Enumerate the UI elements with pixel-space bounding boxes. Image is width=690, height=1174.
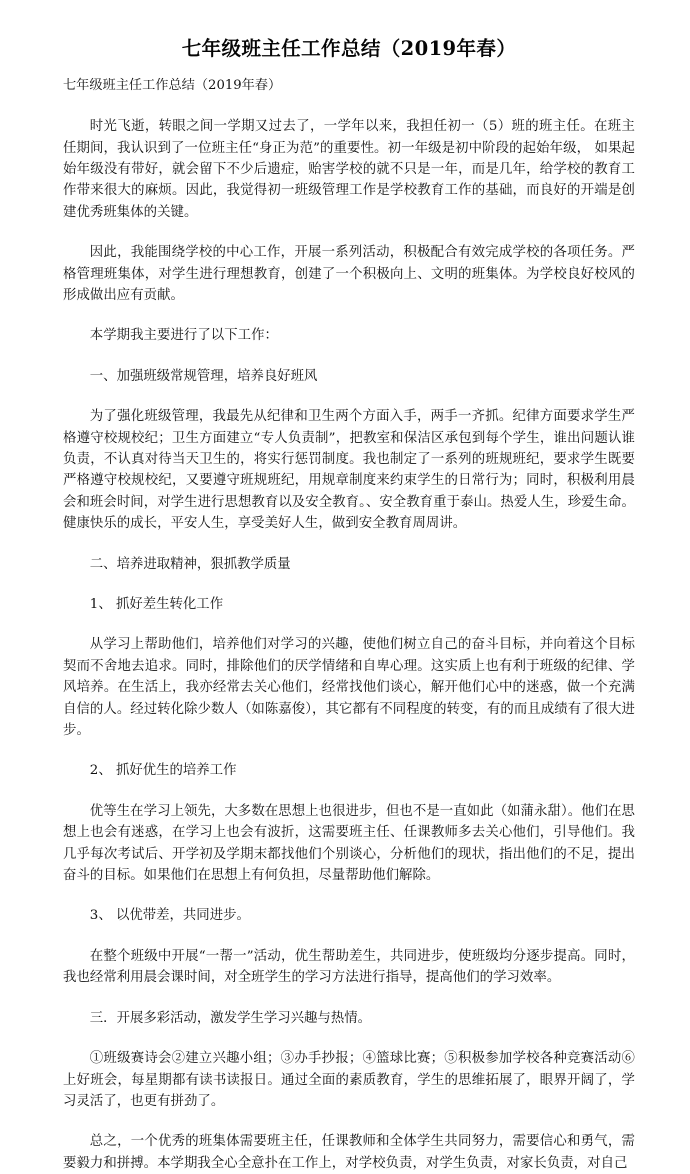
spacer: [63, 927, 635, 946]
document-content: [63, 0, 635, 1174]
heading-sub-3: 3、 以优带差，共同进步。: [89, 908, 250, 924]
heading-sub-2: 2、 抓好优生的培养工作: [89, 763, 237, 779]
spacer: [63, 96, 635, 116]
spacer: [63, 347, 635, 366]
heading-section-3: 三．开展多彩活动，激发学生学习兴趣与热情。: [89, 1010, 371, 1026]
paragraph-sub-3-body: 在整个班级中开展“一帮一”活动，优生帮助差生，共同进步，使班级均分逐步提高。同时，我也经常利用晨会课时间，对全班学生的学习方法进行指导，提高他们的学习效率。: [63, 948, 635, 986]
heading-section-1: 一、加强班级常规管理，培养良好班风: [89, 368, 318, 384]
spacer: [63, 741, 635, 760]
spacer: [63, 615, 635, 634]
document-subtitle: 七年级班主任工作总结（2019年春）: [63, 78, 282, 94]
spacer: [63, 535, 635, 554]
spacer: [63, 989, 635, 1008]
paragraph-section-1-body: 为了强化班级管理，我最先从纪律和卫生两个方面入手，两手一齐抓。纪律方面要求学生严格遵守校规校纪；卫生方面建立“专人负责制”，把教室和保洁区承包到每个学生，谁出问题认谁负责，不认真对待当天卫生的，将实行惩罚制度。我也制定了一系列的班规班纪，要求学生既要严格遵守校规校纪，又要遵守班规班纪，用规章制度来约束学生的日常行为；同时，积极利用晨会和班会时间，对学生进行思想教育以及安全教育。、安全教育重于泰山。热爱人生，珍爱生命。健康快乐的成长，平安人生，享受美好人生，做到安全教育周周讲。: [63, 409, 635, 532]
spacer: [63, 782, 635, 801]
spacer: [63, 575, 635, 594]
spacer: [63, 387, 635, 406]
heading-section-2: 二、培养进取精神，狠抓教学质量: [89, 556, 291, 572]
heading-sub-1: 1、 抓好差生转化工作: [89, 597, 224, 613]
paragraph-conclusion: 总之，一个优秀的班集体需要班主任，任课教师和全体学生共同努力，需要信心和勇气，需要毅力和拼搏。本学期我全心全意扑在工作上，对学校负责，对学生负责，对家长负责，对自己: [63, 1134, 635, 1171]
paragraph-this-term: 本学期我主要进行了以下工作：: [89, 328, 278, 344]
paragraph-center-work: 因此，我能围绕学校的中心工作，开展一系列活动，积极配合有效完成学校的各项任务。严格管理班集体，对学生进行理想教育，创建了一个积极向上、文明的班集体。为学校良好校风的形成做出应有贡献。: [63, 245, 635, 303]
paragraph-intro: 时光飞逝，转眼之间一学期又过去了，一学年以来，我担任初一（5）班的班主任。在班主任期间，我认识到了一位班主任“身正为范”的重要性。初一年级是初中阶段的起始年级， 如果起始年级没有带好，就会留下不少后遗症，贻害学校的就不只是一年，而是几年，给学校的教育工作带来很大的麻烦。因此，我觉得初一班级管理工作是学校教育工作的基础，而良好的开端是创建优秀班集体的关键。: [63, 119, 635, 220]
paragraph-section-3-body: ①班级赛诗会②建立兴趣小组；③办手抄报；④篮球比赛；⑤积极参加学校各种竞赛活动⑥上好班会，每星期都有读书读报日。通过全面的素质教育，学生的思维拓展了，眼界开阔了，学习灵活了，也更有拼劲了。: [63, 1051, 635, 1109]
spacer: [63, 1112, 635, 1131]
spacer: [63, 886, 635, 905]
paragraph-sub-1-body: 从学习上帮助他们，培养他们对学习的兴趣，使他们树立自己的奋斗目标，并向着这个目标契而不舍地去追求。同时，排除他们的厌学情绪和自卑心理。这实质上也有利于班级的纪律、学风培养。在生活上，我亦经常去关心他们，经常找他们谈心，解开他们心中的迷惑，做一个充满自信的人。经过转化除少数人（如陈嘉俊），其它都有不同程度的转变，有的而且成绩有了很大进步。: [63, 637, 635, 739]
paragraph-sub-2-body: 优等生在学习上领先，大多数在思想上也很进步，但也不是一直如此（如蒲永甜）。他们在思想上也会有迷惑，在学习上也会有波折，这需要班主任、任课教师多去关心他们，引导他们。我几乎每次考试后、开学初及学期末都找他们个别谈心，分析他们的现状，指出他们的不足，提出奋斗的目标。如果他们在思想上有何负担，尽量帮助他们解除。: [63, 803, 635, 884]
spacer: [63, 223, 635, 242]
spacer: [63, 1029, 635, 1048]
page-title: 七年级班主任工作总结（2019年春）: [181, 37, 517, 60]
spacer: [63, 306, 635, 325]
